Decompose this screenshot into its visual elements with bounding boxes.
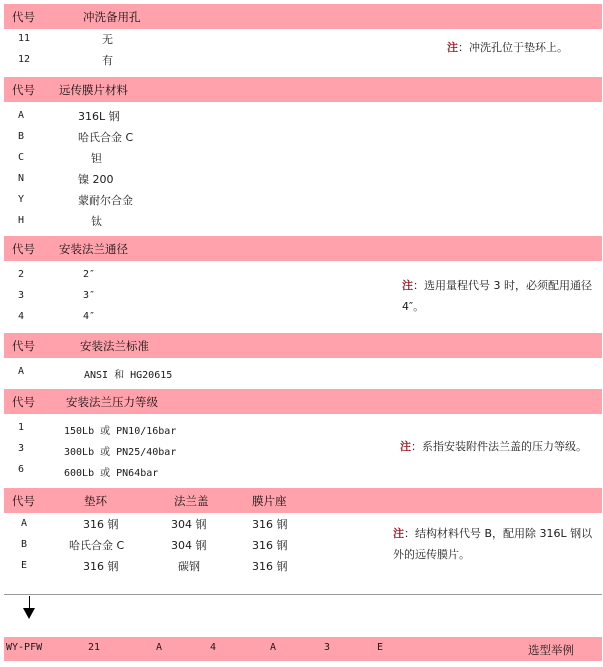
row-code: C [18, 152, 25, 163]
row-value: 304 钢 [171, 539, 207, 552]
section-header-flange-standard [4, 333, 602, 358]
section-header-construction-materials [4, 488, 602, 513]
example-code: A [156, 642, 163, 653]
row-code: A [18, 110, 25, 121]
row-code: H [18, 215, 25, 226]
row-value: 316 钢 [83, 560, 119, 573]
section-header-flush-port [4, 4, 602, 29]
row-value: 蒙耐尔合金 [78, 194, 133, 207]
header-flange-cover: 法兰盖 [174, 494, 209, 508]
row-code: 4 [18, 311, 25, 322]
header-title: 安装法兰压力等级 [66, 395, 158, 409]
row-code: 6 [18, 464, 25, 475]
section-header-flange-size [4, 236, 602, 261]
row-value: 316 钢 [252, 560, 288, 573]
note-text: ：选用量程代号 3 时，必须配用通径 4″。 [402, 279, 592, 313]
row-value: 钽 [91, 152, 102, 165]
row-value: 钛 [91, 215, 102, 228]
note-label: 注 [400, 440, 411, 453]
note [447, 37, 597, 58]
row-code: 3 [18, 290, 25, 301]
section-header-pressure-rating [4, 389, 602, 414]
example-band [4, 637, 602, 661]
header-title: 安装法兰通径 [59, 242, 128, 256]
row-value: 316 钢 [252, 539, 288, 552]
example-code: 4 [210, 642, 217, 653]
example-model: WY-PFW [6, 642, 43, 653]
row-code: 11 [18, 33, 31, 44]
row-value: 150Lb 或 PN10/16bar [64, 426, 177, 437]
header-diaphragm-seat: 膜片座 [252, 494, 287, 508]
note [400, 436, 602, 457]
note-label: 注 [393, 527, 404, 540]
row-value: 无 [102, 33, 113, 46]
row-value: 316 钢 [252, 518, 288, 531]
note-label: 注 [447, 41, 458, 54]
row-value: 600Lb 或 PN64bar [64, 468, 159, 479]
header-code: 代号 [12, 339, 35, 353]
row-value: 有 [102, 54, 113, 67]
note-label: 注 [402, 279, 413, 292]
row-code: 12 [18, 54, 31, 65]
row-value: 316L 钢 [78, 110, 120, 123]
header-code: 代号 [12, 83, 35, 97]
example-code: 3 [324, 642, 331, 653]
row-value: 3″ [83, 290, 96, 301]
header-code: 代号 [12, 494, 35, 508]
row-code: B [18, 131, 25, 142]
row-code: 3 [18, 443, 25, 454]
header-title: 冲洗备用孔 [83, 10, 141, 24]
example-code: 21 [88, 642, 101, 653]
section-header-diaphragm-material [4, 77, 602, 102]
header-title: 远传膜片材料 [59, 83, 128, 97]
row-value: 2″ [83, 269, 96, 280]
example-code: E [377, 642, 384, 653]
row-value: ANSI 和 HG20615 [84, 370, 173, 381]
down-arrow-icon [23, 608, 35, 619]
row-code: A [18, 366, 25, 377]
row-value: 哈氏合金 C [69, 539, 125, 552]
row-value: 镍 200 [78, 173, 114, 186]
row-value: 碳钢 [178, 560, 200, 573]
row-code: E [21, 560, 28, 571]
row-code: N [18, 173, 25, 184]
header-code: 代号 [12, 395, 35, 409]
note-text: ：结构材料代号 B，配用除 316L 钢以外的远传膜片。 [393, 527, 593, 561]
row-code: B [21, 539, 28, 550]
header-code: 代号 [12, 242, 35, 256]
divider [4, 594, 602, 595]
example-label: 选型举例 [528, 643, 574, 657]
header-gasket-ring: 垫环 [84, 494, 107, 508]
note-text: ：冲洗孔位于垫环上。 [458, 41, 568, 54]
row-code: 1 [18, 422, 25, 433]
row-value: 4″ [83, 311, 96, 322]
row-value: 304 钢 [171, 518, 207, 531]
row-code: Y [18, 194, 25, 205]
note [393, 523, 601, 565]
row-value: 316 钢 [83, 518, 119, 531]
note [402, 275, 600, 317]
row-value: 哈氏合金 C [78, 131, 134, 144]
example-code: A [270, 642, 277, 653]
row-value: 300Lb 或 PN25/40bar [64, 447, 177, 458]
header-title: 安装法兰标准 [80, 339, 149, 353]
header-code: 代号 [12, 10, 35, 24]
row-code: A [21, 518, 28, 529]
note-text: ：系指安装附件法兰盖的压力等级。 [411, 440, 587, 453]
row-code: 2 [18, 269, 25, 280]
